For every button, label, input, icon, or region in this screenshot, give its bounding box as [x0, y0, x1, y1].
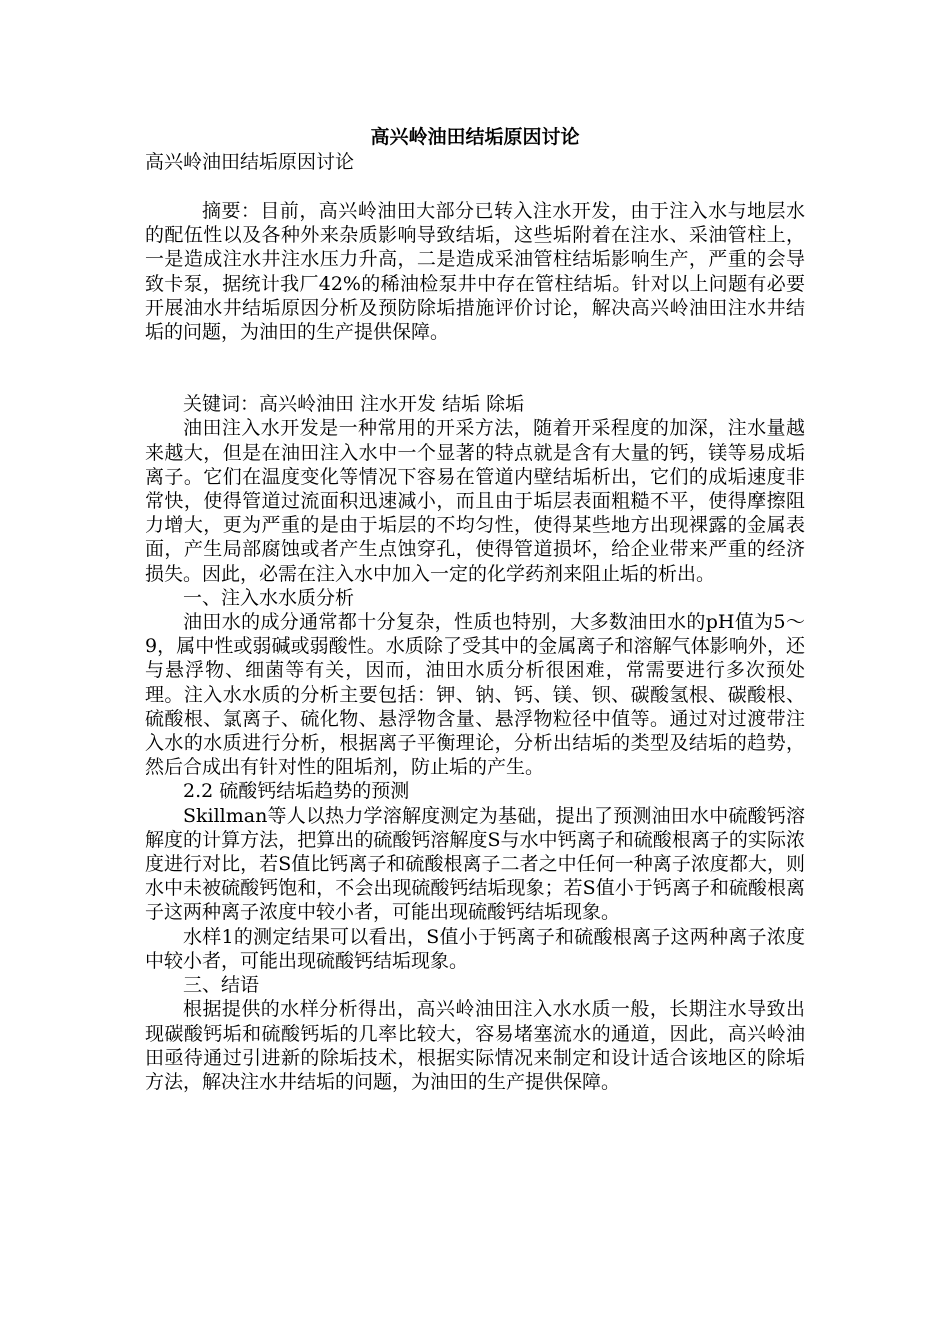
abstract-paragraph: 摘要：目前，高兴岭油田大部分已转入注水开发，由于注入水与地层水的配伍性以及各种外来杂质影响导致结垢，这些垢附着在注水、采油管柱上，一是造成注水井注水压力升高，二是造成采油管柱结垢影响生产，严重的会导致卡泵，据统计我厂42%的稀油检泵井中存在管柱结垢。针对以上问题有必要开展油水井结垢原因分析及预防除垢措施评价讨论，解决高兴岭油田注水井结垢的问题，为油田的生产提供保障。	[145, 200, 805, 344]
section-heading-calcium-sulfate: 2.2 硫酸钙结垢趋势的预测	[183, 780, 410, 803]
section-body-conclusion: 根据提供的水样分析得出，高兴岭油田注入水水质一般，长期注水导致出现碳酸钙垢和硫酸钙垢的几率比较大，容易堵塞流水的通道，因此，高兴岭油田亟待通过引进新的除垢技术，根据实际情况来制定和设计适合该地区的除垢方法，解决注水井结垢的问题，为油田的生产提供保障。	[145, 998, 805, 1093]
document-title: 高兴岭油田结垢原因讨论	[370, 126, 580, 148]
section-body-water-quality: 油田水的成分通常都十分复杂，性质也特别，大多数油田水的pH值为5～9，属中性或弱碱或弱酸性。水质除了受其中的金属离子和溶解气体影响外，还与悬浮物、细菌等有关，因而，油田水质分析很困难，常需要进行多次预处理。注入水水质的分析主要包括：钾、钠、钙、镁、钡、碳酸氢根、碳酸根、硫酸根、氯离子、硫化物、悬浮物含量、悬浮物粒径中值等。通过对过渡带注入水的水质进行分析，根据离子平衡理论，分析出结垢的类型及结垢的趋势，然后合成出有针对性的阻垢剂，防止垢的产生。	[145, 611, 805, 779]
section-heading-conclusion: 三、结语	[183, 974, 260, 997]
section-body-calcium-sulfate: Skillman等人以热力学溶解度测定为基础，提出了预测油田水中硫酸钙溶解度的计算方法，把算出的硫酸钙溶解度S与水中钙离子和硫酸根离子的实际浓度进行对比，若S值比钙离子和硫酸根离子二者之中任何一种离子浓度都大，则水中未被硫酸钙饱和，不会出现硫酸钙结垢现象；若S值小于钙离子和硫酸根离子这两种离子浓度中较小者，可能出现硫酸钙结垢现象。	[145, 804, 805, 924]
section-body-sample-result: 水样1的测定结果可以看出，S值小于钙离子和硫酸根离子这两种离子浓度中较小者，可能出现硫酸钙结垢现象。	[145, 925, 805, 972]
paragraph-gap	[145, 344, 805, 392]
document-subtitle: 高兴岭油田结垢原因讨论	[145, 151, 355, 173]
intro-paragraph: 油田注入水开发是一种常用的开采方法，随着开采程度的加深，注水量越来越大，但是在油田注入水中一个显著的特点就是含有大量的钙，镁等易成垢离子。它们在温度变化等情况下容易在管道内壁结垢析出，它们的成垢速度非常快，使得管道过流面积迅速减小，而且由于垢层表面粗糙不平，使得摩擦阻力增大，更为严重的是由于垢层的不均匀性，使得某些地方出现裸露的金属表面，产生局部腐蚀或者产生点蚀穿孔，使得管道损坏，给企业带来严重的经济损失。因此，必需在注入水中加入一定的化学药剂来阻止垢的析出。	[145, 417, 805, 585]
document-body	[145, 199, 805, 1094]
keywords-line: 关键词：高兴岭油田 注水开发 结垢 除垢	[183, 393, 525, 416]
section-heading-water-quality: 一、注入水水质分析	[183, 586, 355, 609]
